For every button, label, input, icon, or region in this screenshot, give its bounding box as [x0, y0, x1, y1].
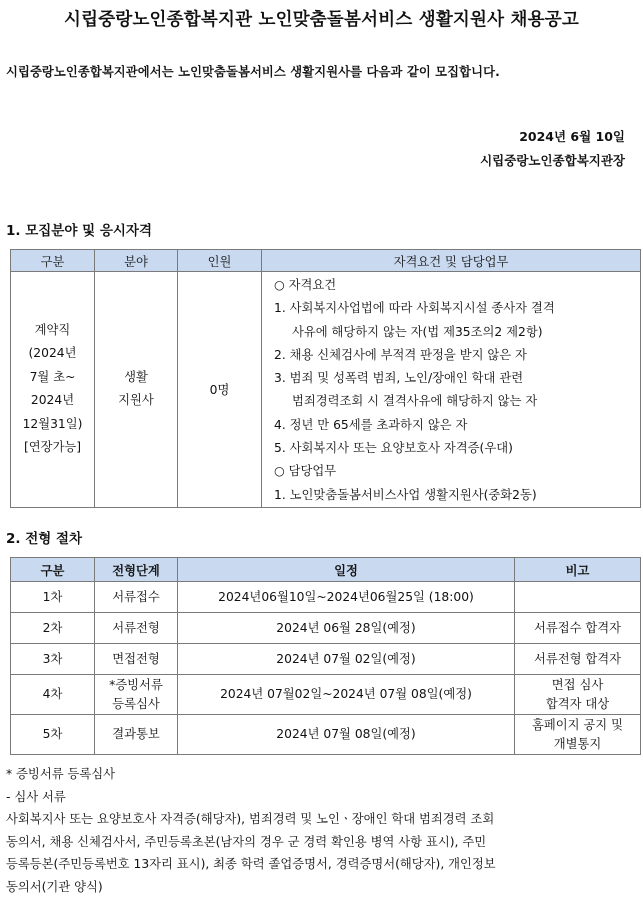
table-row	[11, 715, 641, 755]
step-cell: 결과통보	[95, 715, 178, 755]
requirement-line: 범죄경력조회 시 결격사유에 해당하지 않는 자	[292, 394, 538, 409]
stage-cell: 4차	[11, 675, 95, 715]
organization-name: 시립중랑노인종합복지관장	[480, 153, 625, 168]
header-step: 전형단계	[95, 558, 178, 582]
note-line: 등록등본(주민등록번호 13자리 표시), 최종 학력 졸업증명서, 경력증명서(해당자), 개인정보	[6, 857, 496, 872]
contract-line: 7월 초~	[29, 369, 76, 384]
field-line: 지원사	[118, 393, 154, 408]
document-notes	[6, 763, 638, 899]
contract-period-cell	[11, 272, 95, 508]
table-row	[11, 613, 641, 644]
intro-text: 시립중랑노인종합복지관에서는 노인맞춤돌봄서비스 생활지원사를 다음과 같이 모집합니다.	[6, 65, 500, 79]
section-heading-process: 2. 전형 절차	[6, 531, 83, 547]
table-row	[11, 582, 641, 613]
note-line: 면접 심사	[551, 677, 604, 692]
stage-cell: 1차	[11, 582, 95, 613]
requirement-line: ○ 담당업무	[274, 464, 337, 479]
field-line: 생활	[124, 370, 148, 385]
requirement-line: 4. 정년 만 65세를 초과하지 않은 자	[274, 417, 468, 432]
schedule-cell: 2024년 07월02일~2024년 07월 08일(예정)	[178, 675, 515, 715]
header-note: 비고	[515, 558, 641, 582]
note-line: 합격자 대상	[545, 696, 610, 711]
stage-cell: 2차	[11, 613, 95, 644]
schedule-cell: 2024년06월10일~2024년06월25일 (18:00)	[178, 582, 515, 613]
recruitment-table	[10, 249, 641, 508]
step-cell: 서류전형	[95, 613, 178, 644]
stage-cell: 3차	[11, 644, 95, 675]
table-row	[11, 675, 641, 715]
schedule-cell: 2024년 07월 02일(예정)	[178, 644, 515, 675]
header-stage: 구분	[11, 558, 95, 582]
field-cell	[95, 272, 178, 508]
note-heading: * 증빙서류 등록심사	[6, 767, 115, 781]
schedule-cell: 2024년 07월 08일(예정)	[178, 715, 515, 755]
contract-line: 계약직	[34, 322, 71, 337]
note-cell: 서류전형 합격자	[515, 644, 641, 675]
note-subheading: - 심사 서류	[6, 789, 66, 804]
notice-date: 2024년 6월 10일	[519, 129, 625, 144]
requirement-line: ○ 자격요건	[274, 278, 337, 292]
contract-line: [연장가능]	[23, 440, 82, 455]
header-schedule: 일정	[178, 558, 515, 582]
requirement-line: 1. 사회복지사업법에 따라 사회복지시설 종사자 결격	[274, 301, 555, 316]
page-title: 시립중랑노인종합복지관 노인맞춤돌봄서비스 생활지원사 채용공고	[64, 10, 579, 30]
requirement-line: 1. 노인맞춤돌봄서비스사업 생활지원사(중화2동)	[274, 487, 537, 502]
table-row	[11, 644, 641, 675]
requirement-line: 사유에 해당하지 않는 자(법 제35조의2 제2항)	[292, 324, 543, 339]
header-count: 인원	[178, 250, 262, 272]
header-field: 분야	[95, 250, 178, 272]
contract-line: (2024년	[28, 346, 77, 361]
note-cell	[515, 715, 641, 755]
requirement-line: 2. 채용 신체검사에 부적격 판정을 받지 않은 자	[274, 347, 527, 362]
schedule-cell: 2024년 06월 28일(예정)	[178, 613, 515, 644]
process-table	[10, 557, 641, 755]
stage-cell: 5차	[11, 715, 95, 755]
requirements-cell	[262, 272, 641, 508]
note-line: 개별통지	[553, 736, 602, 751]
note-cell	[515, 582, 641, 613]
step-cell: 면접전형	[95, 644, 178, 675]
note-cell	[515, 675, 641, 715]
note-line: 홈페이지 공지 및	[532, 717, 623, 732]
note-line: 동의서(기관 양식)	[6, 879, 103, 894]
note-line: 사회복지사 또는 요양보호사 자격증(해당자), 범죄경력 및 노인ㆍ장애인 학대 범죄경력 조회	[6, 812, 495, 827]
note-line: 동의서, 채용 신체검사서, 주민등록초본(남자의 경우 군 경력 확인용 병역 사항 표시), 주민	[6, 834, 487, 849]
contract-line: 12월31일)	[22, 416, 83, 431]
section-heading-recruitment: 1. 모집분야 및 응시자격	[6, 223, 152, 239]
requirement-line: 5. 사회복지사 또는 요양보호사 자격증(우대)	[274, 441, 513, 456]
requirement-line: 3. 범죄 및 성폭력 범죄, 노인/장애인 학대 관련	[274, 371, 524, 386]
headcount-cell: 0명	[178, 272, 262, 508]
header-category: 구분	[11, 250, 95, 272]
step-cell	[95, 675, 178, 715]
header-requirements: 자격요건 및 담당업무	[262, 250, 641, 272]
step-line: 등록심사	[112, 696, 160, 711]
note-cell: 서류접수 합격자	[515, 613, 641, 644]
step-cell: 서류접수	[95, 582, 178, 613]
step-line: *증빙서류	[109, 677, 163, 692]
contract-line: 2024년	[30, 393, 75, 408]
